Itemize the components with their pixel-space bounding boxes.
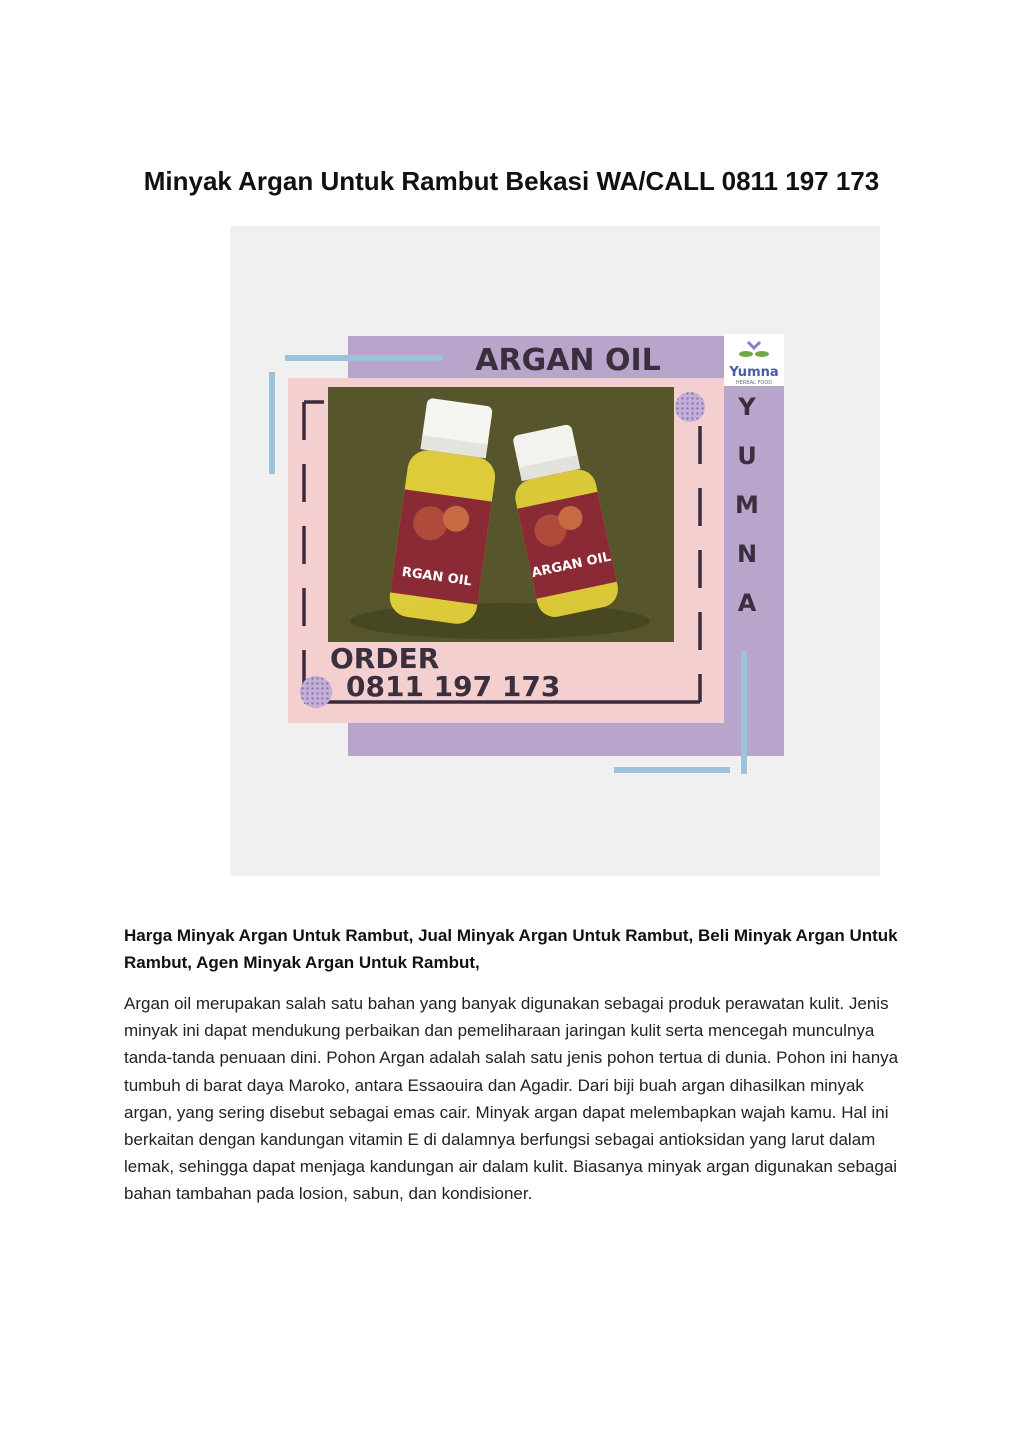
product-photo bbox=[328, 387, 674, 642]
letter-u: U bbox=[737, 442, 757, 470]
product-promo-image bbox=[230, 226, 880, 876]
bottle-label-2: ARGAN OIL bbox=[530, 549, 613, 582]
yumna-logo bbox=[724, 334, 784, 386]
brand-name: Yumna bbox=[729, 365, 779, 380]
argan-oil-poster bbox=[230, 226, 880, 876]
letter-n: N bbox=[736, 540, 758, 568]
letter-m: M bbox=[735, 491, 759, 519]
brand-tagline: HERBAL FOOD bbox=[735, 380, 773, 386]
letter-y: Y bbox=[738, 393, 756, 421]
bottle-label-1: RGAN OIL bbox=[400, 564, 473, 590]
banner-text: ARGAN OIL bbox=[475, 343, 661, 378]
order-label: ORDER bbox=[330, 642, 440, 675]
keywords-paragraph: Harga Minyak Argan Untuk Rambut, Jual Minyak Argan Untuk Rambut, Beli Minyak Argan Untuk Rambut, Agen Minyak Argan Untuk Rambut, bbox=[124, 926, 898, 972]
body-paragraph: Argan oil merupakan salah satu bahan yang banyak digunakan sebagai produk perawatan kulit. Jenis minyak ini dapat mendukung perbaikan dan pemeliharaan jaringan kulit serta mencegah munculnya tanda-tanda penuaan dini. Pohon Argan adalah salah satu jenis pohon tertua di dunia. Pohon ini hanya tumbuh di barat daya Maroko, antara Essaouira dan Agadir. Dari biji buah argan dihasilkan minyak argan, yang sering disebut sebagai emas cair. Minyak argan dapat melembapkan wajah kamu. Hal ini berkaitan dengan kandungan vitamin E di dalamnya berfungsi sebagai antioksidan yang larut dalam lemak, sehingga dapat menjaga kandungan air dalam kulit. Biasanya minyak argan digunakan sebagai bahan tambahan pada losion, sabun, dan kondisioner. bbox=[124, 994, 899, 1204]
order-phone: 0811 197 173 bbox=[346, 670, 561, 703]
letter-a: A bbox=[737, 589, 757, 617]
page-title: Minyak Argan Untuk Rambut Bekasi WA/CALL 0811 197 173 bbox=[143, 166, 880, 196]
